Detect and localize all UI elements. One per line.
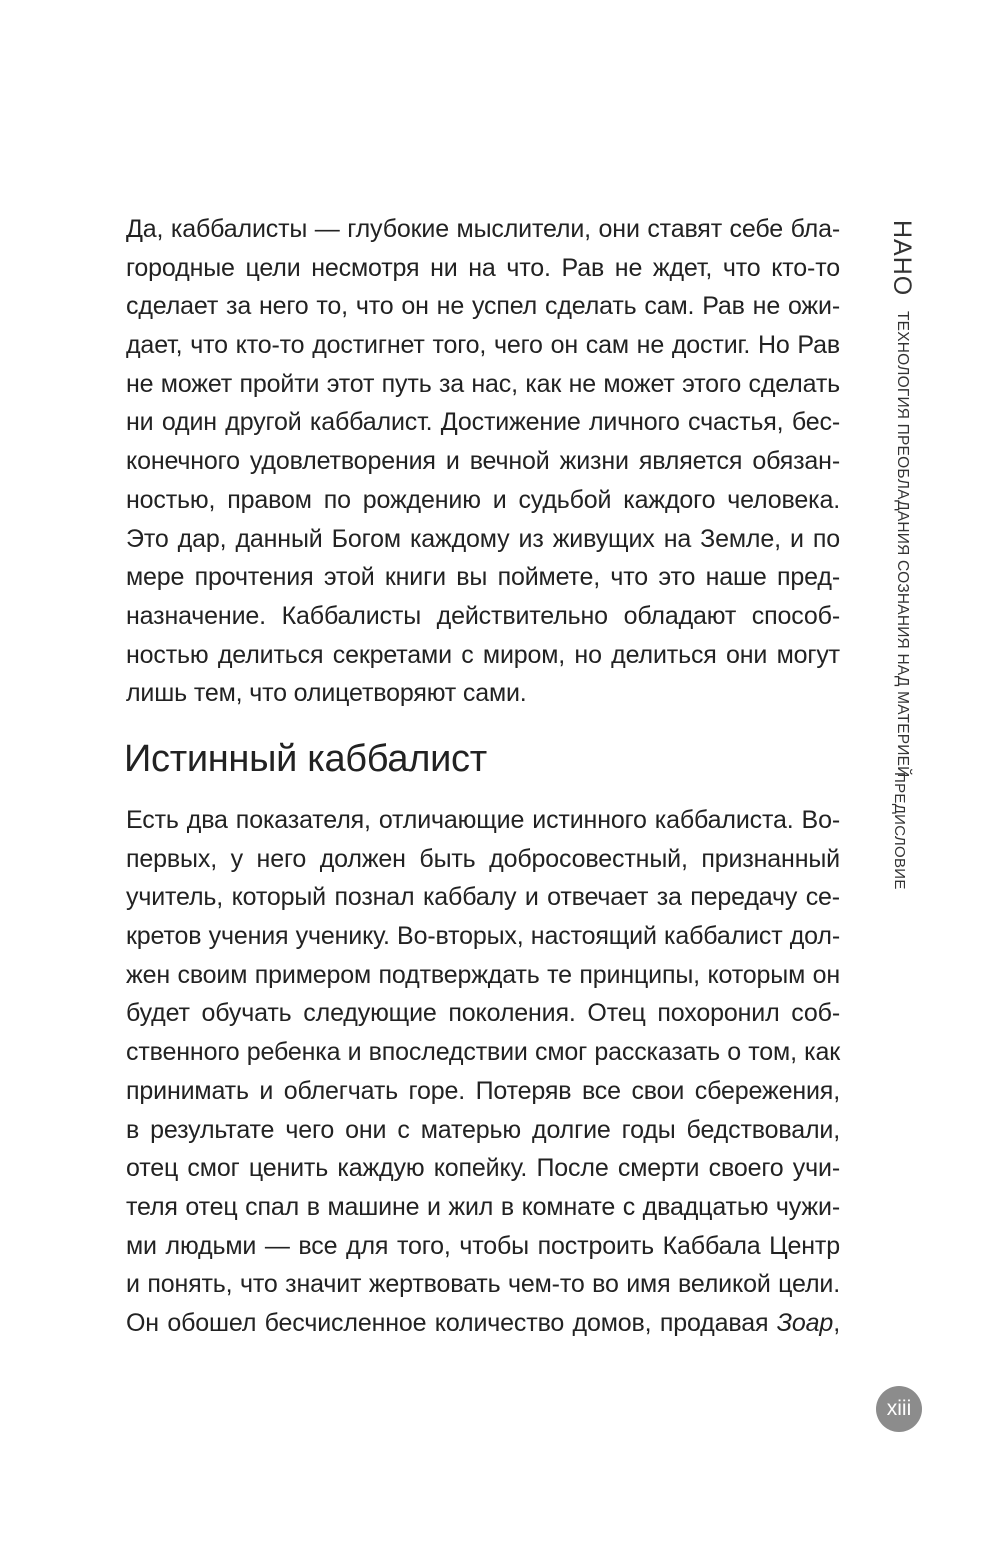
paragraph-2 bbox=[126, 801, 840, 1343]
book-brand: НАНО bbox=[888, 220, 916, 297]
text-line: мере прочтения этой книги вы поймете, что это наше пред- bbox=[126, 563, 840, 592]
text-line: будет обучать следующие поколения. Отец похоронил соб- bbox=[126, 999, 840, 1028]
text-line: городные цели несмотря ни на что. Рав не ждет, что кто-то bbox=[126, 253, 840, 282]
section-heading: Истинный каббалист bbox=[124, 738, 487, 780]
text-line: жен своим примером подтверждать те принципы, которым он bbox=[126, 960, 840, 989]
text-line: ни один другой каббалист. Достижение личного счастья, бес- bbox=[126, 408, 840, 437]
text-line: сделает за него то, что он не успел сделать сам. Рав не ожи- bbox=[126, 292, 840, 321]
text-line: ностью делиться секретами с миром, но делиться они могут bbox=[126, 640, 840, 669]
text-line: Это дар, данный Богом каждому из живущих на Земле, и по bbox=[126, 524, 840, 553]
book-title-zohar: Зоар bbox=[776, 1308, 834, 1337]
text-line: первых, у него должен быть добросовестный, признанный bbox=[126, 844, 840, 873]
text-line-last bbox=[126, 1304, 840, 1343]
text-line: Да, каббалисты — глубокие мыслители, они ставят себе бла- bbox=[126, 215, 840, 243]
text-line: ственного ребенка и впоследствии смог рассказать о том, как bbox=[126, 1038, 840, 1067]
text-line: лишь тем, что олицетворяют сами. bbox=[126, 679, 527, 708]
text-line: дает, что кто-то достигнет того, чего он сам не достиг. Но Рав bbox=[126, 331, 840, 360]
section-name: ПРЕДИСЛОВИЕ bbox=[891, 772, 908, 890]
text-line: кретов учения ученику. Во-вторых, настоящий каббалист дол- bbox=[126, 922, 840, 951]
text-line: не может пройти этот путь за нас, как не может этого сделать bbox=[126, 369, 840, 398]
text-line: и понять, что значит жертвовать чем-то во имя великой цели. bbox=[126, 1270, 840, 1299]
text-line: ми людьми — все для того, чтобы построить Каббала Центр bbox=[126, 1231, 840, 1260]
book-subtitle: ТЕХНОЛОГИЯ ПРЕОБЛАДАНИЯ СОЗНАНИЯ НАД МАТЕРИЕЙ bbox=[894, 310, 911, 778]
text-line: теля отец спал в машине и жил в комнате с двадцатью чужи- bbox=[126, 1192, 840, 1221]
running-header bbox=[887, 220, 916, 777]
text-line: конечного удовлетворения и вечной жизни является обязан- bbox=[126, 447, 840, 476]
text-line: Есть два показателя, отличающие истинного каббалиста. Во- bbox=[126, 806, 840, 834]
text-line-start: Он обошел бесчисленное количество домов, продавая bbox=[126, 1308, 777, 1337]
paragraph-1 bbox=[126, 210, 840, 713]
text-line: принимать и облегчать горе. Потеряв все свои сбережения, bbox=[126, 1076, 840, 1105]
text-line: учитель, который познал каббалу и отвечает за передачу се- bbox=[126, 883, 840, 912]
text-line: ностью, правом по рождению и судьбой каждого человека. bbox=[126, 485, 840, 514]
text-line: в результате чего они с матерью долгие годы бедствовали, bbox=[126, 1115, 840, 1144]
page-number-badge: xiii bbox=[876, 1386, 922, 1432]
text-line: назначение. Каббалисты действительно обладают способ- bbox=[126, 601, 840, 630]
text-line-end: , bbox=[833, 1308, 840, 1337]
text-line: отец смог ценить каждую копейку. После смерти своего учи- bbox=[126, 1154, 840, 1183]
